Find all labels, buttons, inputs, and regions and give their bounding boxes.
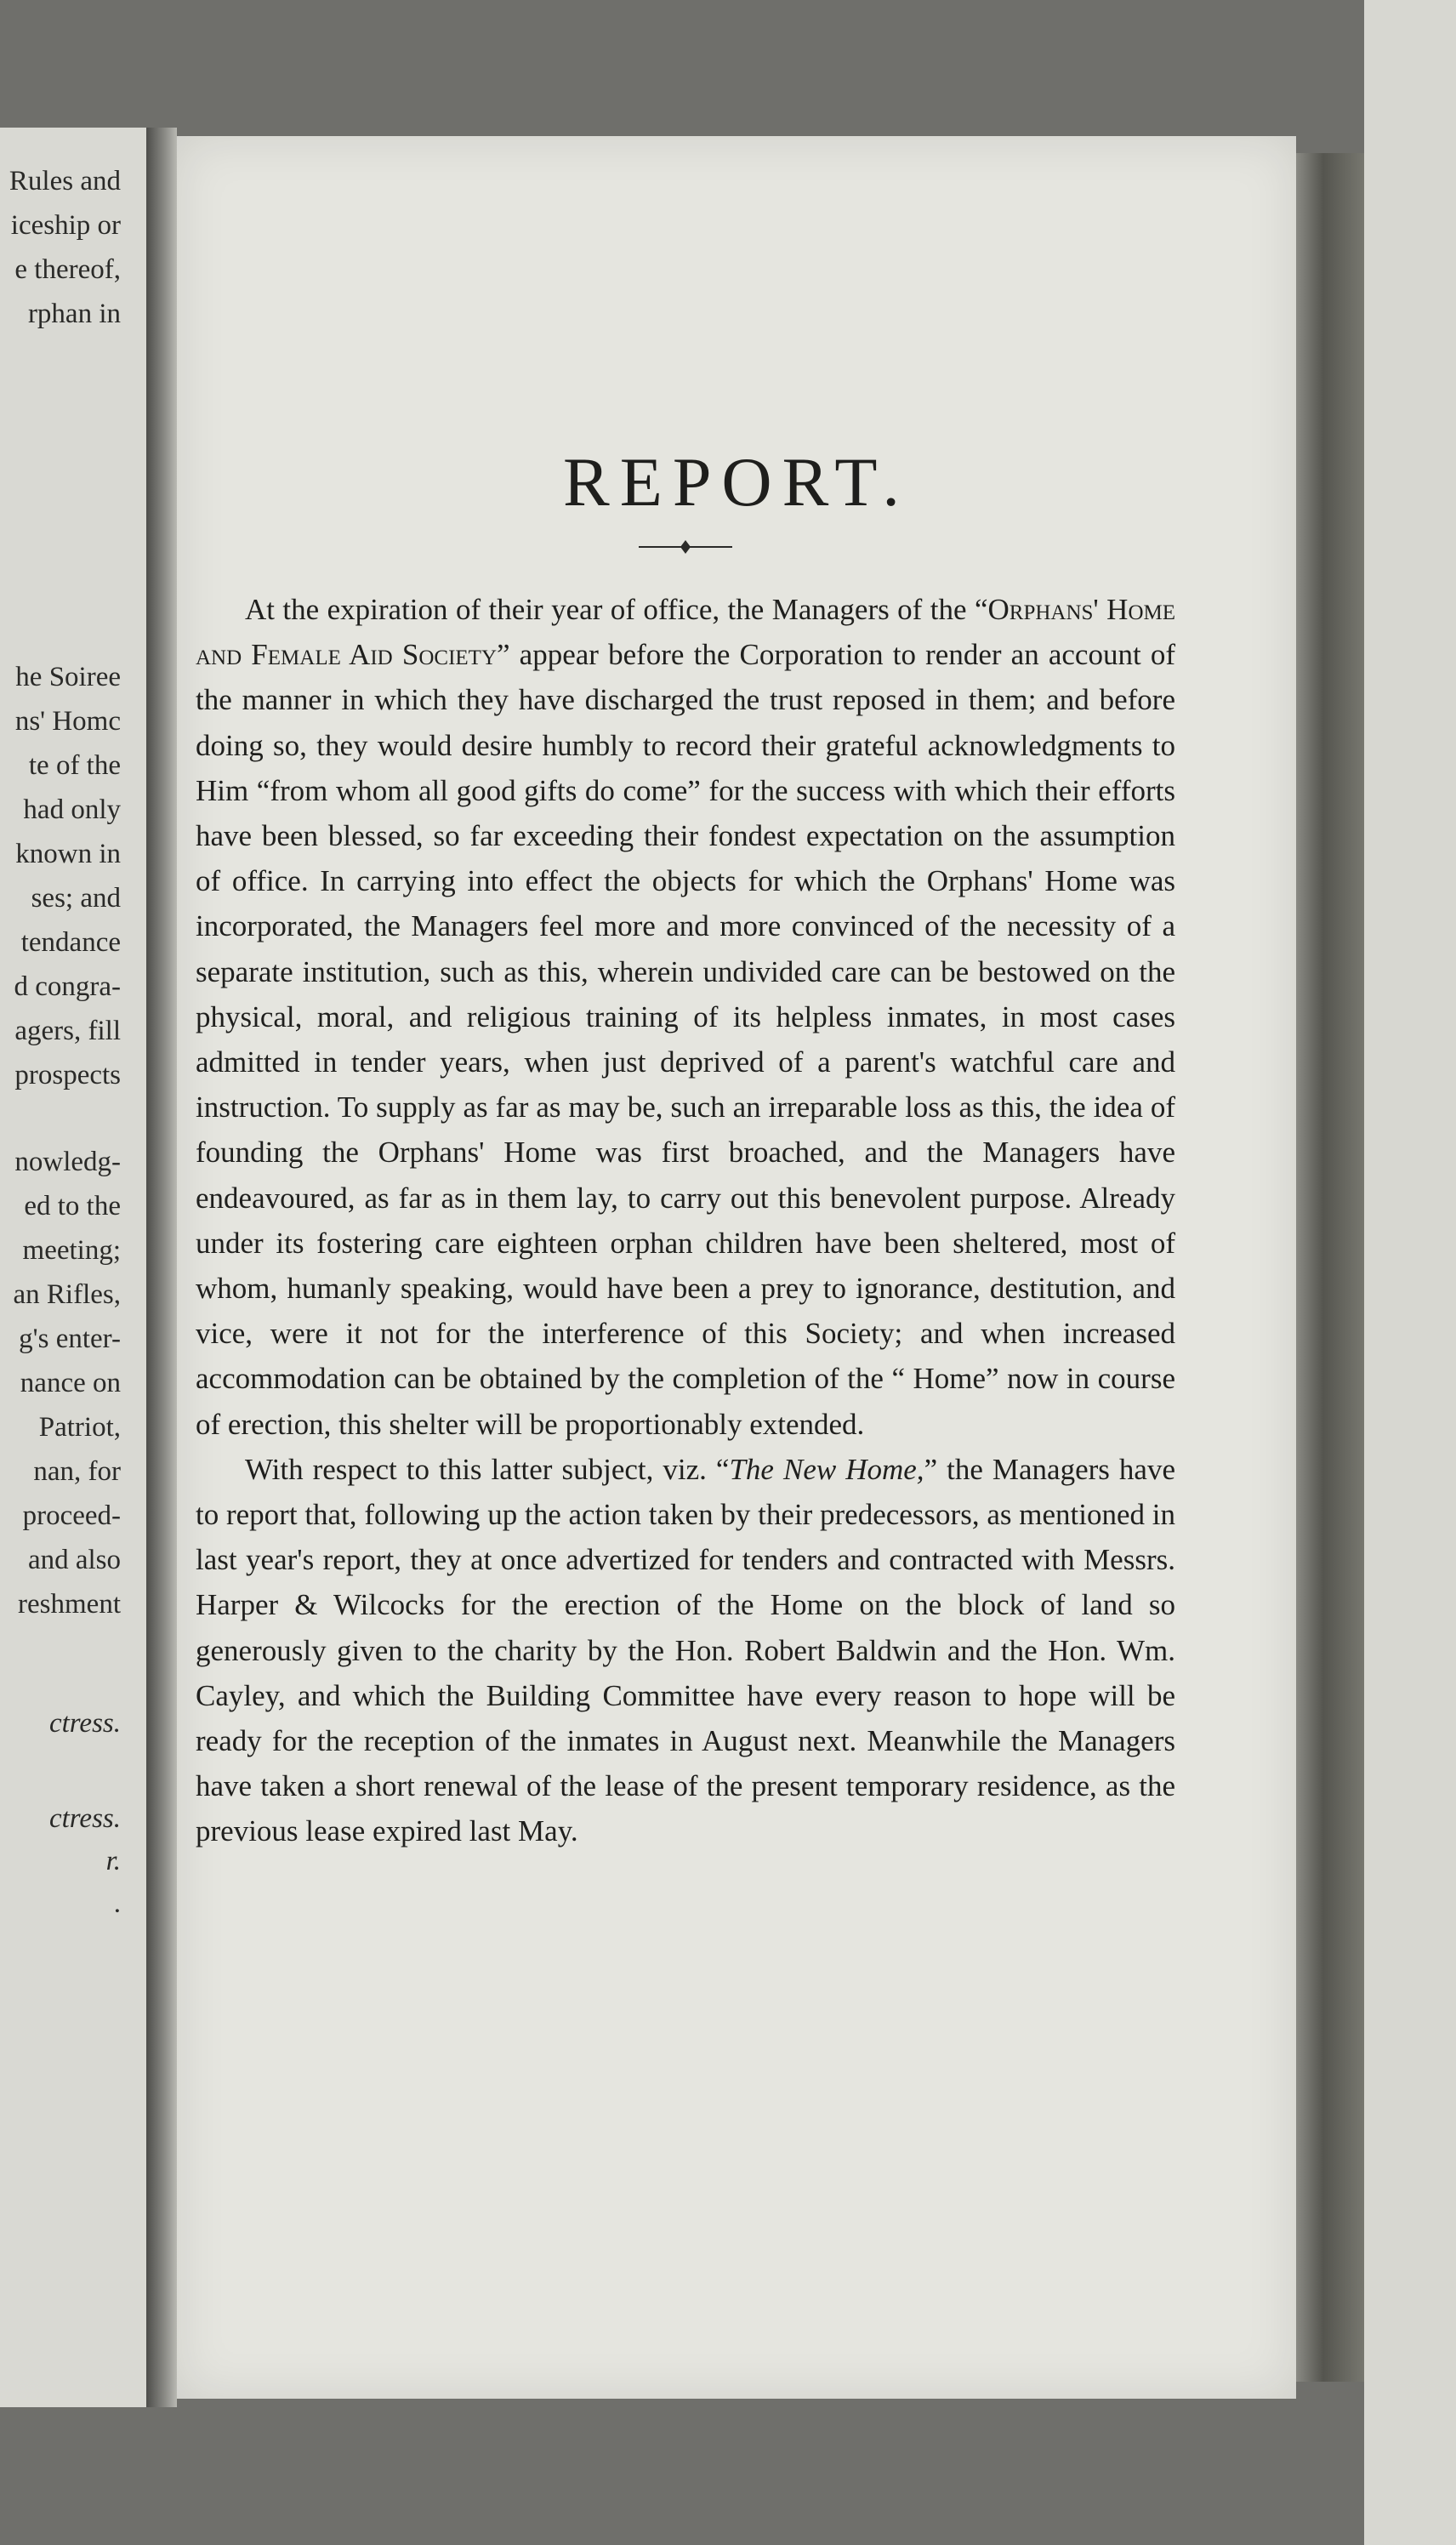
left-page-fragment: ses; and [31, 883, 121, 914]
left-page-fragment: ed to the [24, 1191, 121, 1221]
left-page-fragment: ns' Homc [14, 706, 121, 737]
left-page-fragment: iceship or [10, 210, 121, 241]
left-page-fragment: g's enter- [19, 1324, 121, 1354]
paragraph-1: At the expiration of their year of office, the Managers of the “Orphans' Home and Female Aid Society” appear before the Corporation to render an account of the manner in which they have discharged the trust reposed in them; and before doing so, they would desire humbly to record their grateful acknowledgments to Him “from whom all good gifts do come” for the success with which their efforts have been blessed, so far exceeding their fondest expectation on the assumption of office. In carrying into effect the objects for which the Orphans' Home was incorporated, the Managers feel more and more convinced of the necessity of a separate institution, such as this, wherein undivided care can be bestowed on the physical, moral, and religious training of its helpless inmates, in most cases admitted in tender years, when just deprived of a parent's watchful care and instruction. To supply as far as may be, such an irreparable loss as this, the idea of founding the Orphans' Home was first broached, and the Managers have endeavoured, as far as in them lay, to carry out this benevolent purpose. Already under its fostering care eighteen orphan children have been sheltered, most of whom, humanly speaking, would have been a prey to ignorance, destitution, and vice, were it not for the interference of this Society; and when increased accommodation can be obtained by the completion of the “ Home” now in course of erection, this shelter will be proportionably extended. [196, 593, 1175, 1441]
left-page-fragment: nowledg- [14, 1147, 121, 1177]
ornament-rule-icon [639, 536, 732, 558]
left-facing-page [0, 128, 146, 2407]
page-edge [1296, 153, 1364, 2382]
left-page-fragment: he Soiree [15, 662, 121, 692]
left-page-fragment: r. [105, 1846, 121, 1876]
left-page-fragment: te of the [28, 750, 121, 781]
left-page-fragment: . [113, 1888, 121, 1919]
new-home-title: The New Home, [729, 1452, 924, 1486]
report-page [177, 136, 1296, 2399]
left-page-fragment: tendance [20, 927, 121, 958]
left-page-fragment: agers, fill [14, 1016, 121, 1046]
left-page-fragment: meeting; [22, 1235, 121, 1266]
society-name: Orphans' Home and Female Aid Society [196, 593, 1175, 672]
left-page-fragment: ctress. [48, 1708, 121, 1739]
left-page-fragment: nan, for [33, 1456, 121, 1487]
left-page-fragment: and also [27, 1545, 121, 1575]
left-page-fragment: known in [15, 839, 121, 869]
left-page-fragment: rphan in [27, 299, 121, 329]
left-page-fragment: Rules and [9, 166, 121, 196]
left-page-fragment: ctress. [48, 1803, 121, 1834]
report-body [196, 587, 1175, 1854]
left-page-fragment: had only [23, 794, 121, 825]
left-page-fragment: Patriot, [38, 1412, 121, 1443]
left-page-fragment: prospects [14, 1060, 121, 1090]
book-gutter [146, 128, 177, 2407]
left-page-fragment: nance on [20, 1368, 121, 1398]
left-page-fragment: an Rifles, [13, 1279, 121, 1310]
left-page-fragment: e thereof, [14, 254, 121, 285]
paragraph-2: With respect to this latter subject, viz. “The New Home,” the Managers have to report that, following up the action taken by their predecessors, as mentioned in last year's report, they at once advertized for tenders and contracted with Messrs. Harper & Wilcocks for the erection of the Home on the block of land so generously given to the charity by the Hon. Robert Baldwin and the Hon. Wm. Cayley, and which the Building Committee have every reason to hope will be ready for the reception of the inmates in August next. Meanwhile the Managers have taken a short renewal of the lease of the present temporary residence, as the previous lease expired last May. [196, 1452, 1175, 1848]
left-page-fragment: proceed- [22, 1500, 121, 1531]
page-title: REPORT. [563, 443, 910, 521]
left-page-fragment: reshment [18, 1589, 121, 1620]
left-page-fragment: d congra- [14, 971, 121, 1002]
right-margin-strip [1364, 0, 1456, 2545]
